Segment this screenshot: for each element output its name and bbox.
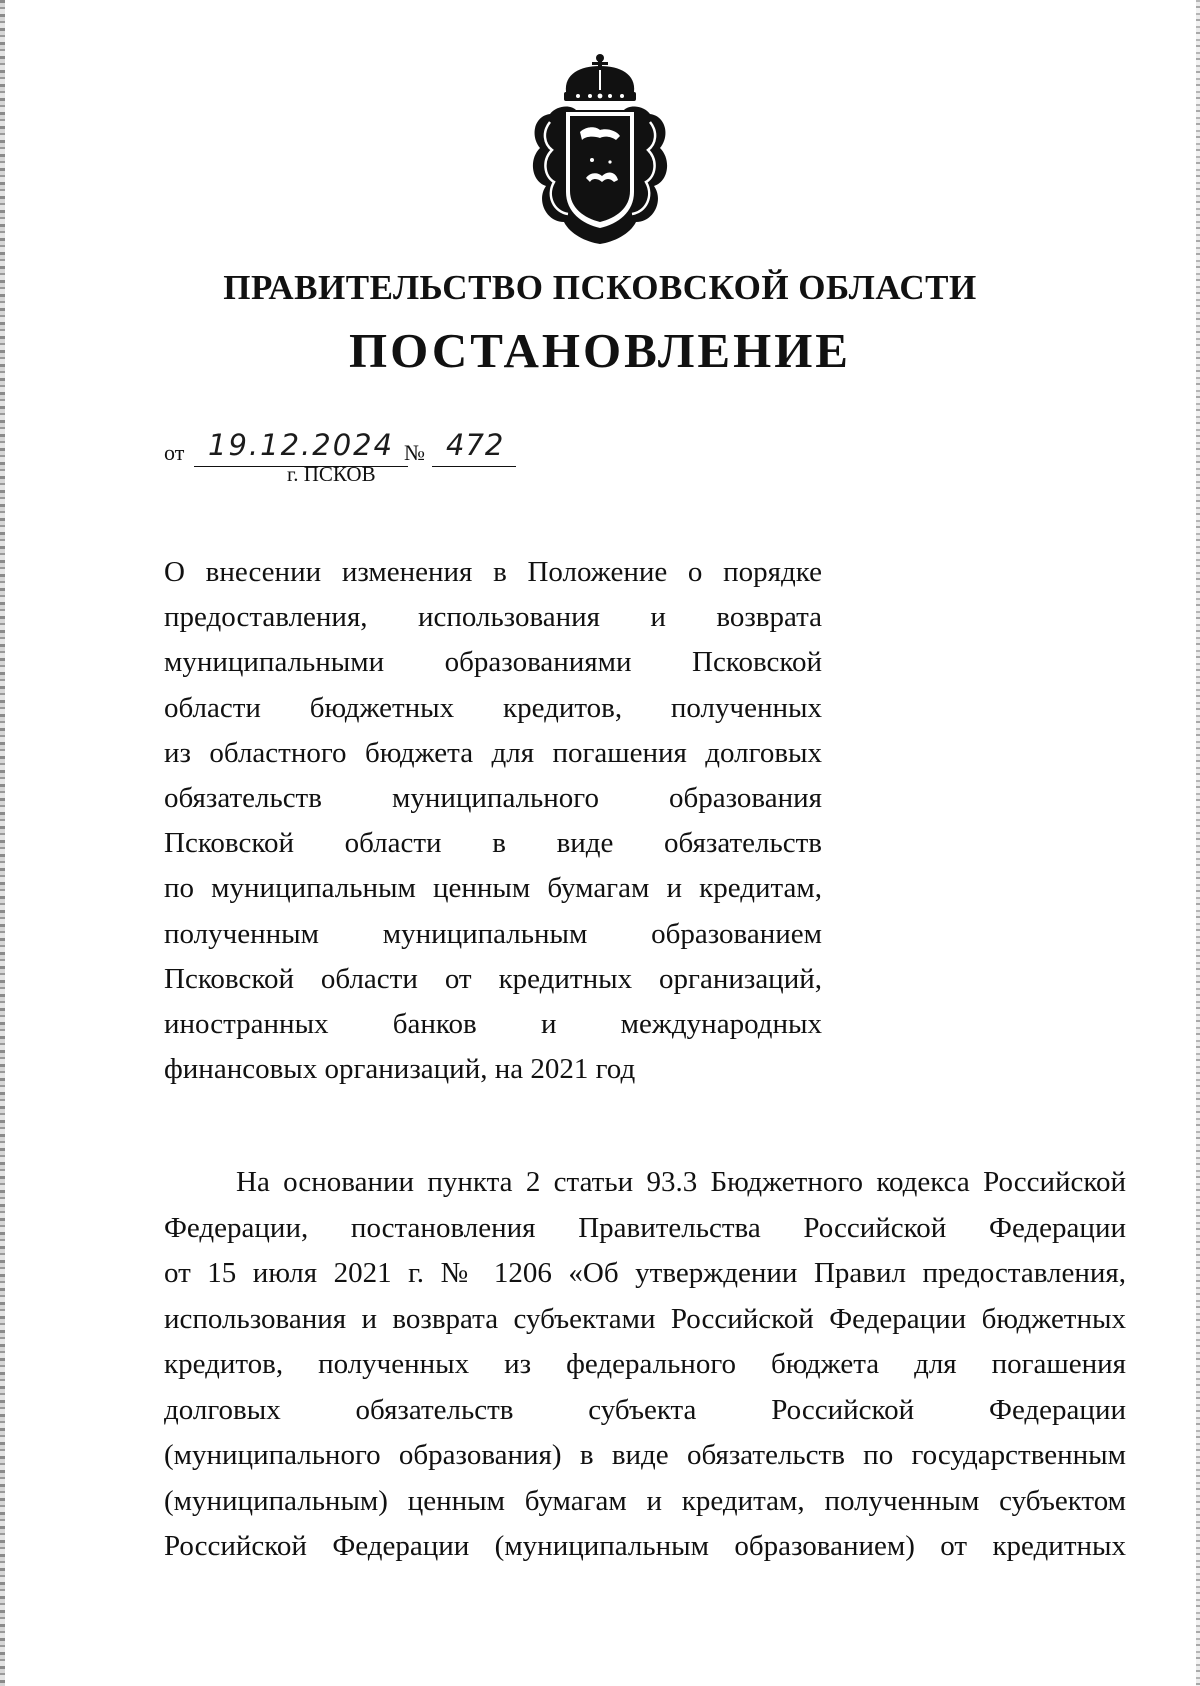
subject-line: О внесении изменения в Положение о порядке — [164, 556, 822, 588]
government-name: ПРАВИТЕЛЬСТВО ПСКОВСКОЙ ОБЛАСТИ — [223, 268, 977, 307]
body-line: Федерации, постановления Правительства Российской Федерации — [164, 1211, 1126, 1244]
document-date: 19.12.2024 — [208, 428, 395, 462]
subject-line: предоставления, использования и возврата — [164, 601, 822, 634]
body-line: (муниципальным) ценным бумагам и кредитам, полученным субъектом — [164, 1484, 1126, 1517]
coat-of-arms-icon — [520, 52, 680, 252]
scan-edge-right — [1196, 0, 1200, 1686]
document-subject — [164, 550, 822, 1092]
subject-line: муниципальными образованиями Псковской — [164, 646, 822, 679]
body-line: кредитов, полученных из федерального бюджета для погашения — [164, 1348, 1126, 1380]
subject-line: обязательств муниципального образования — [164, 781, 822, 814]
body-line: Российской Федерации (муниципальным образованием) от кредитных — [164, 1530, 1126, 1562]
body-paragraph — [164, 1160, 1126, 1570]
subject-line: Псковской области от кредитных организаций, — [164, 962, 822, 995]
subject-line: Псковской области в виде обязательств — [164, 827, 822, 860]
subject-line: полученным муниципальным образованием — [164, 917, 822, 950]
city: г. ПСКОВ — [287, 462, 376, 486]
document-number: 472 — [446, 428, 505, 462]
subject-line: финансовых организаций, на 2021 год — [164, 1053, 636, 1086]
body-line: от 15 июля 2021 г. № 1206 «Об утверждении Правил предоставления, — [164, 1257, 1126, 1289]
document-type: ПОСТАНОВЛЕНИЕ — [349, 323, 851, 378]
subject-line: из областного бюджета для погашения долговых — [164, 736, 822, 769]
date-prefix: от — [164, 440, 185, 465]
subject-line: области бюджетных кредитов, полученных — [164, 691, 822, 724]
document-meta — [164, 428, 624, 468]
scan-edge-left — [0, 0, 5, 1686]
subject-line: иностранных банков и международных — [164, 1007, 822, 1040]
body-line: (муниципального образования) в виде обязательств по государственным — [164, 1439, 1126, 1471]
number-prefix: № — [404, 440, 425, 465]
body-line: использования и возврата субъектами Российской Федерации бюджетных — [164, 1302, 1126, 1335]
body-line: долговых обязательств субъекта Российской Федерации — [164, 1393, 1126, 1426]
subject-line: по муниципальным ценным бумагам и кредитам, — [164, 872, 822, 905]
body-line: На основании пункта 2 статьи 93.3 Бюджетного кодекса Российской — [236, 1166, 1126, 1198]
